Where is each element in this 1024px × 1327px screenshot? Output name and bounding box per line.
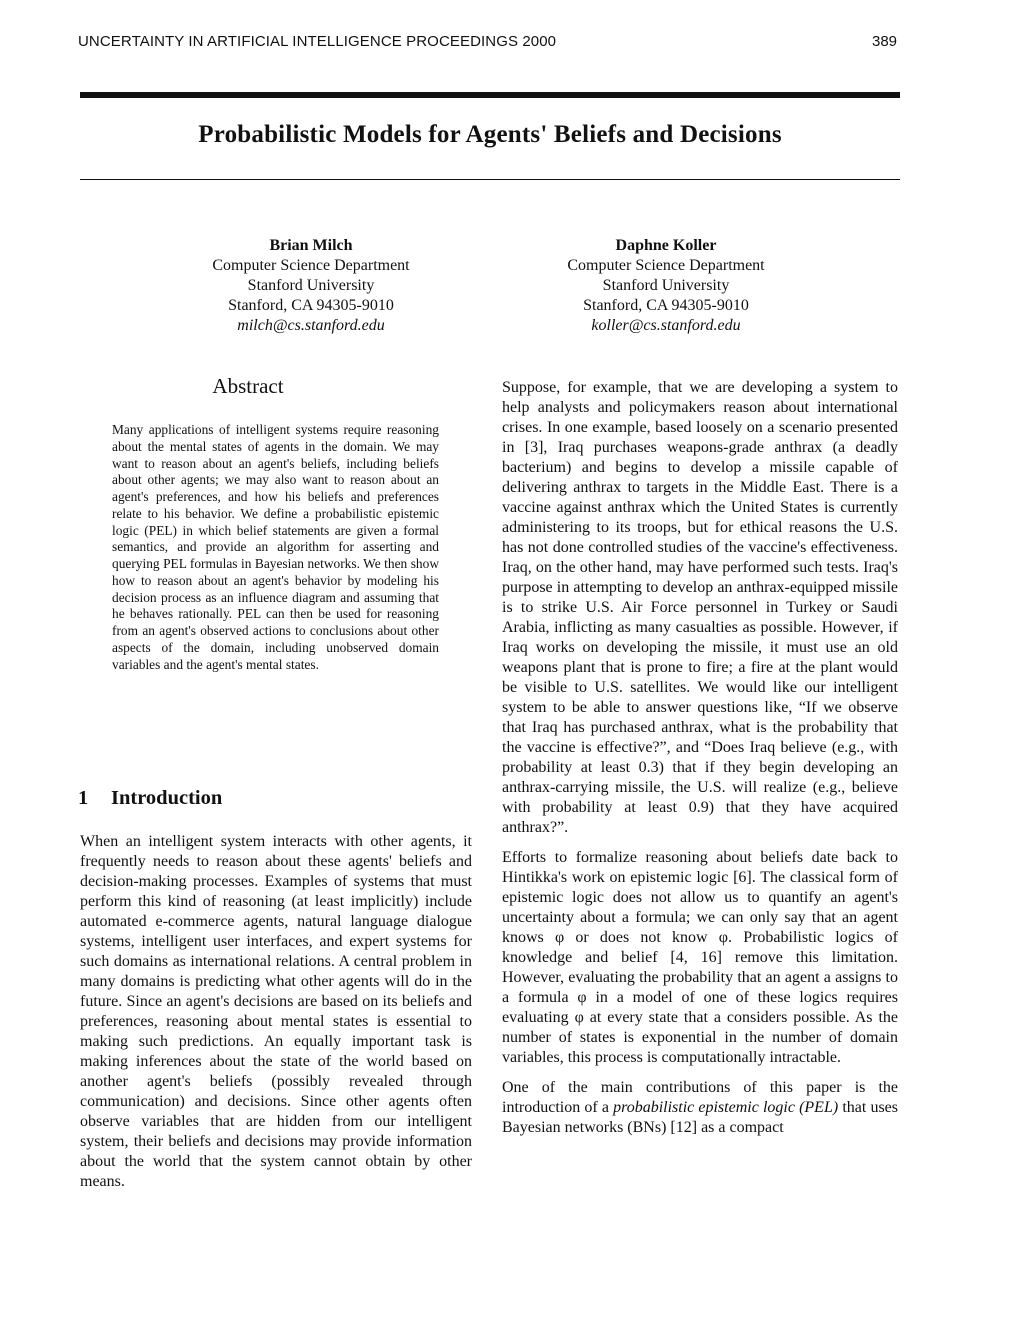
author-university: Stanford University [602,277,730,294]
pel-emphasis: probabilistic epistemic logic (PEL) [613,1099,839,1116]
abstract-text [112,422,439,673]
author-address: Stanford, CA 94305-9010 [583,297,749,314]
right-column [502,378,898,1148]
introduction-paragraph: When an intelligent system interacts with other agents, it frequently needs to reason about these agents' beliefs and decision-making processes. Examples of systems that must perform this kind of reasoning (at least implicitly) include automated e-commerce agents, natural language dialogue systems, intelligent user interfaces, and expert systems for such domains as international relations. A central problem in many domains is predicting what other agents will do in the future. Since an agent's decisions are based on its beliefs and preferences, reasoning about mental states is essential to making such predictions. An equally important task is making inferences about the state of the world based on another agent's beliefs (possibly revealed through communication) and decisions. Since other agents often observe variables that are hidden from our intelligent system, their beliefs and decisions may provide information about the world that the system cannot obtain by other means. [80,833,472,1190]
section-title: Introduction [111,787,223,809]
author-block-1 [151,236,471,336]
section-heading-introduction [78,787,222,810]
abstract-paragraph: Many applications of intelligent systems require reasoning about the mental states of agents in the domain. We may want to reason about an agent's beliefs, including beliefs about other agents; we may also want to reason about an agent's preferences, and how his beliefs and preferences relate to his behavior. We define a probabilistic epistemic logic (PEL) in which belief statements are given a formal semantics, and provide an algorithm for asserting and querying PEL formulas in Bayesian networks. We then show how to reason about an agent's behavior by modeling his decision process as an influence diagram and assuming that he behaves rationally. PEL can then be used for reasoning from an agent's observed actions to conclusions about other aspects of the domain, including unobserved domain variables and the agent's mental states. [112,422,439,672]
author-department: Computer Science Department [567,257,765,274]
author-email: koller@cs.stanford.edu [591,317,741,334]
body-paragraph-epistemic-logic: Efforts to formalize reasoning about beliefs date back to Hintikka's work on epistemic logic [6]. The classical form of epistemic logic does not allow us to quantify an agent's uncertainty about a formula; we can only say that an agent knows φ or does not know φ. Probabilistic logics of knowledge and belief [4, 16] remove this limitation. However, evaluating the probability that an agent a assigns to a formula φ in a model of one of these logics requires evaluating φ at every state that a considers possible. As the number of states is exponential in the number of domain variables, this process is computationally intractable. [502,849,898,1066]
author-email: milch@cs.stanford.edu [237,317,385,334]
contribution-text-end: that uses Bayesian networks (BNs) [12] as a compact [502,1099,899,1136]
top-rule [80,92,900,98]
body-paragraph-scenario: Suppose, for example, that we are developing a system to help analysts and policymakers reason about international crises. In one example, based loosely on a scenario presented in [3], Iraq purchases weapons-grade anthrax (a deadly bacterium) and begins to develop a missile capable of delivering anthrax to targets in the Middle East. There is a vaccine against anthrax which the United States is currently administering to its troops, but for ethical reasons the U.S. has not done controlled studies of the vaccine's effectiveness. Iraq, on the other hand, may have performed such tests. Iraq's purpose in attempting to develop an anthrax-equipped missile is to strike U.S. Air Force personnel in Turkey or Saudi Arabia, inflicting as many casualties as possible. However, if Iraq works on developing the missile, it must use an old weapons plant that is prone to fire; a fire at the plant would be visible to U.S. satellites. We would like our intelligent system to be able to answer questions like, “If we observe that Iraq has purchased anthrax, what is the probability that the vaccine is effective?”, and “Does Iraq believe (e.g., with probability at least 0.3) that if they begin developing an anthrax-carrying missile, the U.S. will realize (e.g., believe with probability at least 0.9) that they have acquired anthrax?”. [502,379,898,836]
abstract-heading: Abstract [212,374,284,398]
body-paragraph-contributions [502,1078,898,1138]
page-number: 389 [872,33,898,50]
running-head: UNCERTAINTY IN ARTIFICIAL INTELLIGENCE PROCEEDINGS 2000 [78,33,557,50]
introduction-body [80,832,472,1192]
author-name: Daphne Koller [615,237,717,254]
author-name: Brian Milch [269,237,353,254]
title-rule [80,179,900,180]
author-address: Stanford, CA 94305-9010 [228,297,394,314]
paper-title: Probabilistic Models for Agents' Beliefs and Decisions [198,121,782,148]
section-number: 1 [78,787,89,809]
contribution-text-start: One of the main contributions of this paper is the introduction of a [502,1079,898,1116]
author-university: Stanford University [247,277,375,294]
author-department: Computer Science Department [212,257,410,274]
author-block-2 [506,236,826,336]
